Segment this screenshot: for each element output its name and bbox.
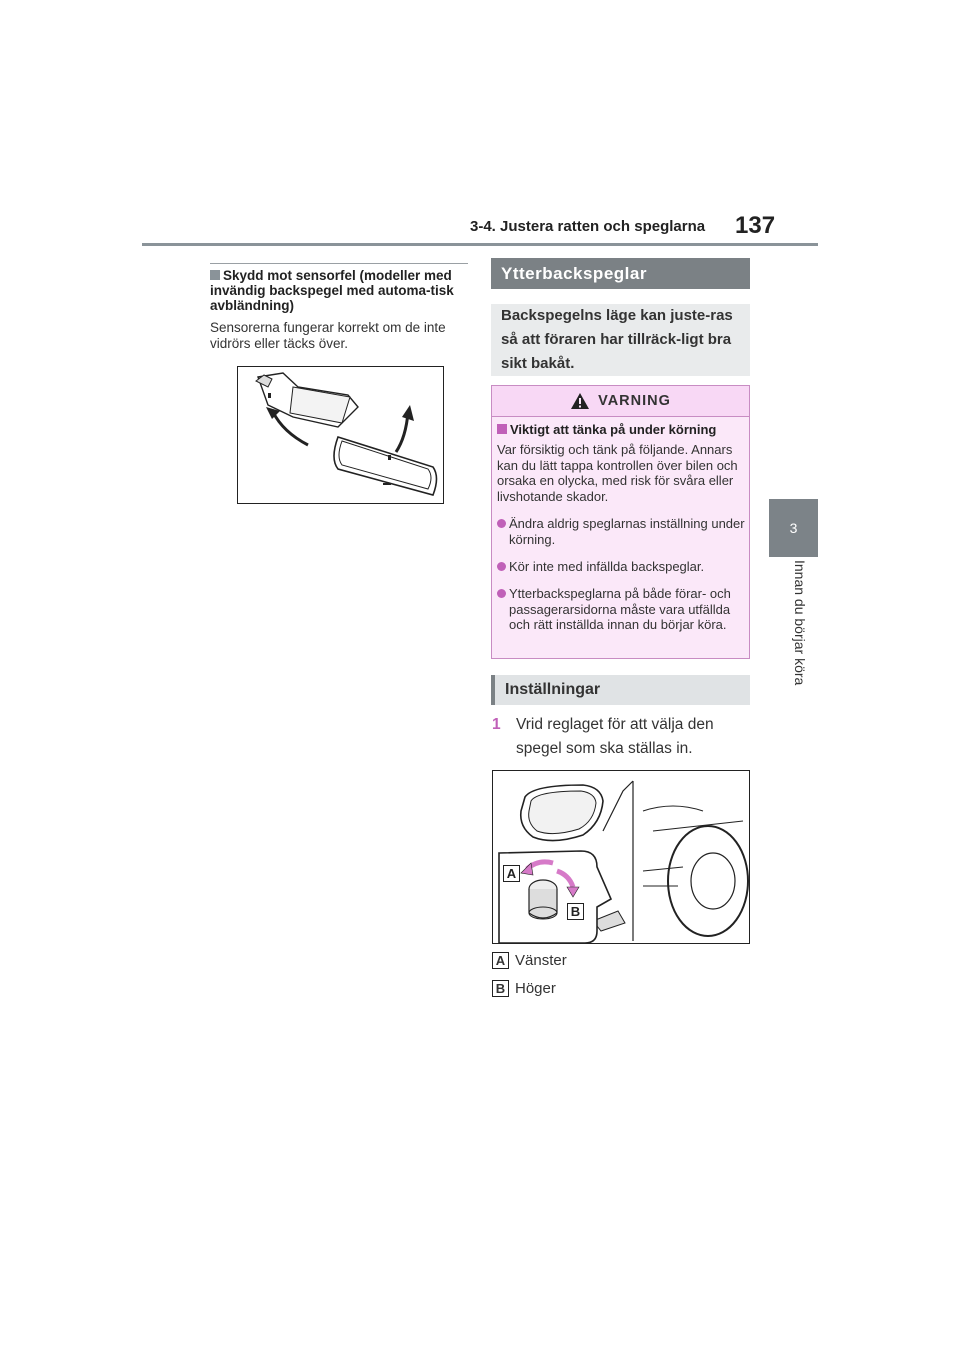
warning-text: Var försiktig och tänk på följande. Annars kan du lätt tappa kontrollen över bilen och orsaka en olycka, med risk för svåra eller livshotande skador. (497, 442, 738, 504)
inside-mirror-figure (237, 366, 444, 504)
bullet-dot-icon (497, 589, 506, 598)
mirror-switch-illustration (493, 771, 749, 943)
chapter-tab: 3 (769, 499, 818, 557)
warning-bullet: Ytterbackspeglarna på både förar- och passagerarsidorna måste vara utfällda och rätt inställda innan du börjar köra. (497, 586, 745, 633)
warning-bullet: Kör inte med infällda backspeglar. (497, 559, 745, 575)
warning-bullet: Ändra aldrig speglarnas inställning under körning. (497, 516, 745, 547)
page-number: 137 (735, 212, 776, 239)
header-rule (142, 243, 818, 246)
subheading: Skydd mot sensorfel (modeller med invändig backspegel med automa-tisk avbländning) (210, 268, 454, 313)
intro-box: Backspegelns läge kan juste-ras så att föraren har tillräck-ligt bra sikt bakåt. (491, 304, 750, 376)
bullet-dot-icon (497, 519, 506, 528)
warning-label: VARNING (598, 393, 671, 409)
mirror-switch-figure (492, 770, 750, 944)
bullet-dot-icon (497, 562, 506, 571)
section-heading-installningar: Inställningar (491, 675, 750, 705)
legend-key: B (492, 980, 509, 997)
warning-subheading: Viktigt att tänka på under körning (497, 422, 745, 437)
inside-mirror-sensor-illustration (238, 367, 443, 503)
warning-triangle-icon (570, 392, 590, 410)
legend-item-a (492, 952, 692, 969)
warning-box (491, 385, 750, 659)
legend-label: Höger (515, 980, 556, 997)
section-heading-ytterbackspeglar: Ytterbackspeglar (491, 258, 750, 289)
step-text: Vrid reglaget för att välja den spegel som ska ställas in. (516, 716, 714, 757)
legend-label: Vänster (515, 952, 567, 969)
section-title: 3-4. Justera ratten och speglarna (470, 218, 706, 235)
square-bullet-icon (210, 270, 220, 280)
figure-label-a: A (503, 865, 520, 882)
legend-item-b (492, 980, 692, 997)
step-number: 1 (492, 716, 501, 733)
chapter-title: Innan du börjar köra (792, 560, 808, 686)
square-bullet-icon (497, 424, 507, 434)
figure-label-b: B (567, 903, 584, 920)
legend-key: A (492, 952, 509, 969)
body-text: Sensorerna fungerar korrekt om de inte vidrörs eller täcks över. (210, 320, 446, 351)
warning-header (492, 386, 749, 417)
subheading-rule (210, 263, 468, 264)
